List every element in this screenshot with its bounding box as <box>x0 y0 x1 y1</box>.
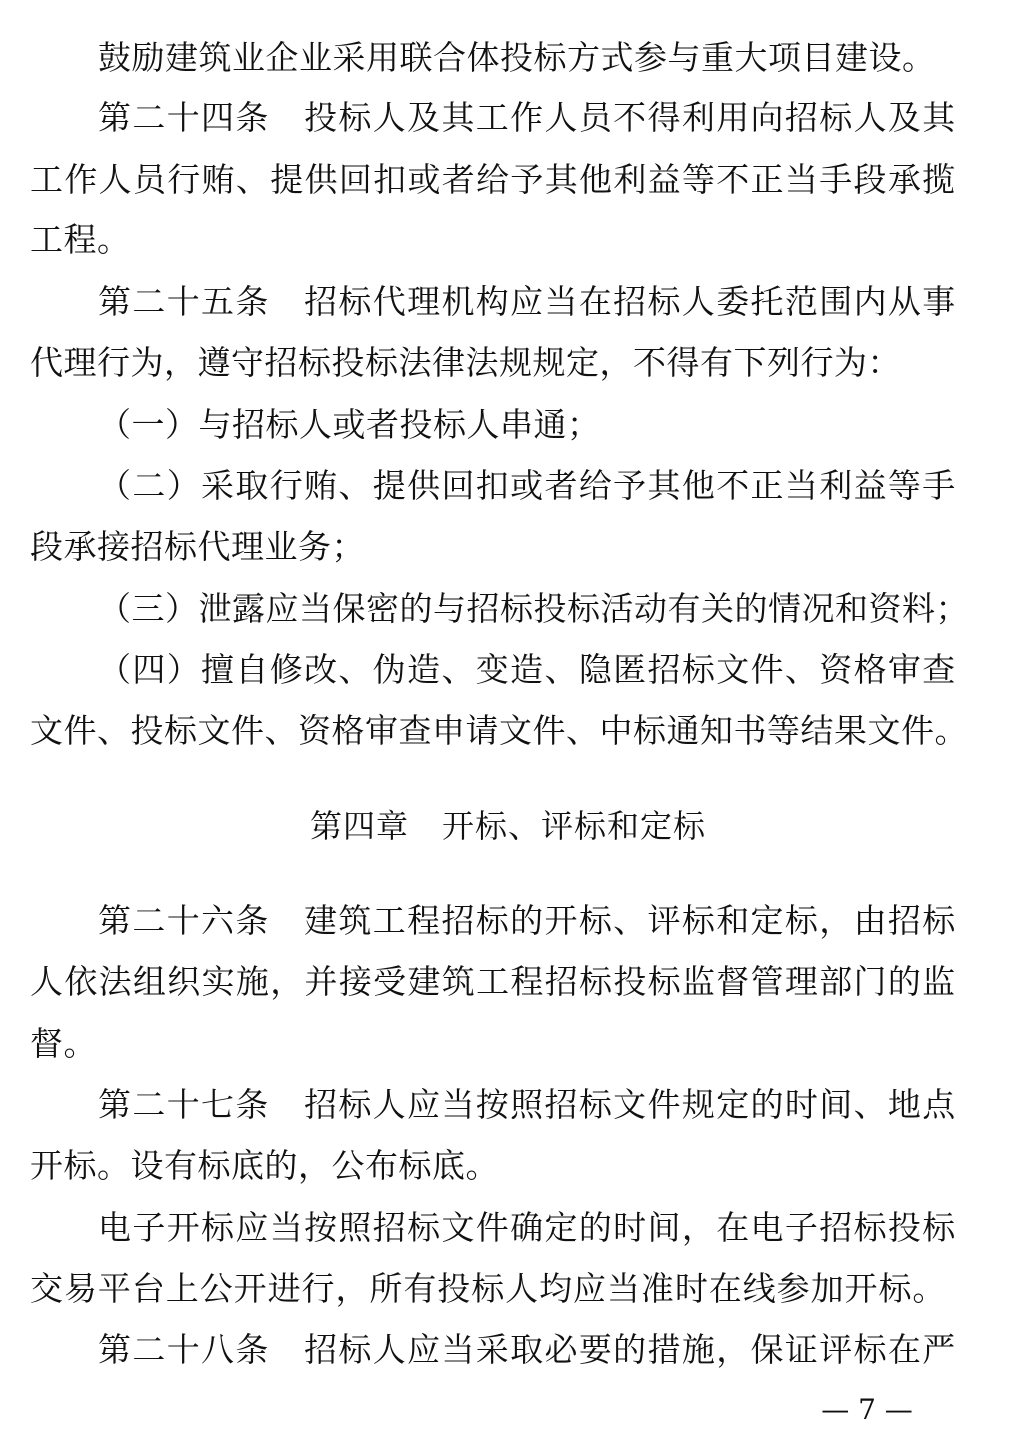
text-line: 第 二 十 七 条 招 标 人 应 当 按 照 招 标 文 件 规 定 的 时 间 、 地 点 <box>98 1085 956 1124</box>
text-line: 交 易 平 台 上 公 开 进 行 ， 所 有 投 标 人 均 应 当 准 时 在 线 参 加 开 标 。 <box>30 1269 946 1308</box>
chapter-heading: 第四章 开标、评标和定标 <box>309 807 706 845</box>
text-line: 鼓励建筑业企业采用联合体投标方式参与重大项目建设。 <box>98 38 936 77</box>
text-line: 工 作 人 员 行 贿 、 提 供 回 扣 或 者 给 予 其 他 利 益 等 不 正 当 手 段 承 揽 <box>30 160 956 199</box>
text-line: 第 二 十 八 条 招 标 人 应 当 采 取 必 要 的 措 施 ， 保 证 评 标 在 严 <box>98 1330 956 1369</box>
page-number: — 7 — <box>821 1393 913 1426</box>
text-line: 第 二 十 六 条 建 筑 工 程 招 标 的 开 标 、 评 标 和 定 标 ， 由 招 标 <box>98 901 956 940</box>
text-line: 第 二 十 五 条 招 标 代 理 机 构 应 当 在 招 标 人 委 托 范 围 内 从 事 <box>98 282 956 321</box>
text-line: 人 依 法 组 织 实 施 ， 并 接 受 建 筑 工 程 招 标 投 标 监 督 管 理 部 门 的 监 <box>30 962 956 1001</box>
text-line: 电 子 开 标 应 当 按 照 招 标 文 件 确 定 的 时 间 ， 在 电 子 招 标 投 标 <box>98 1208 956 1247</box>
text-line: 代理行为，遵守招标投标法律法规规定，不得有下列行为： <box>30 343 901 382</box>
text-line: （一）与招标人或者投标人串通； <box>98 405 601 444</box>
text-line: 文 件 、 投 标 文 件 、 资 格 审 查 申 请 文 件 、 中 标 通 知 书 等 结 果 文 件 。 <box>30 711 968 750</box>
text-line: （ 四 ） 擅 自 修 改 、 伪 造 、 变 造 、 隐 匿 招 标 文 件 、 资 格 审 查 <box>98 650 956 689</box>
text-line: 工程。 <box>30 220 131 259</box>
text-line: 第 二 十 四 条 投 标 人 及 其 工 作 人 员 不 得 利 用 向 招 标 人 及 其 <box>98 98 956 137</box>
text-line: 段承接招标代理业务； <box>30 527 365 566</box>
text-line: 开标。设有标底的，公布标底。 <box>30 1146 499 1185</box>
text-line: （ 三 ） 泄 露 应 当 保 密 的 与 招 标 投 标 活 动 有 关 的 情 况 和 资 料 ； <box>98 589 969 628</box>
text-line: 督。 <box>30 1024 97 1063</box>
text-line: （ 二 ） 采 取 行 贿 、 提 供 回 扣 或 者 给 予 其 他 不 正 当 利 益 等 手 <box>98 466 956 505</box>
